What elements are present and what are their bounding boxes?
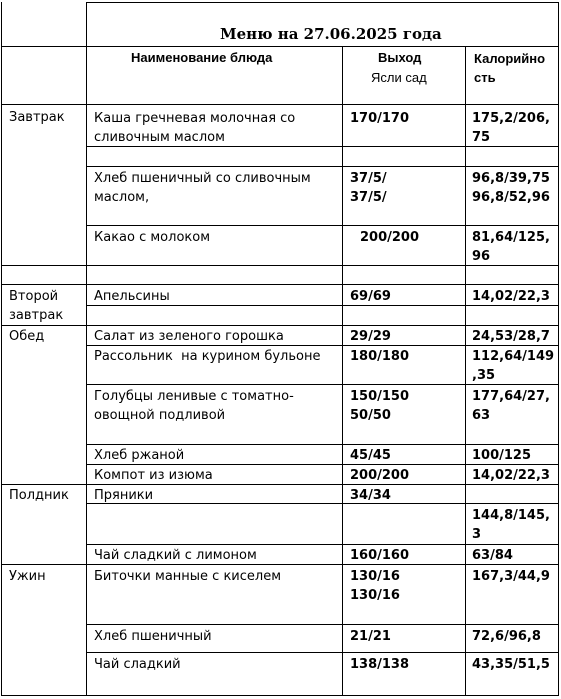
dish-name: Хлеб ржаной xyxy=(94,448,185,463)
dish-calories: 43,35/51,5 xyxy=(472,657,550,672)
dish-calories: 72,6/96,8 xyxy=(472,629,541,644)
dish-calories: 96,8/39,75 xyxy=(472,171,550,186)
grid-line xyxy=(86,544,559,545)
dish-name: Биточки манные с киселем xyxy=(94,569,282,584)
dish-calories: 3 xyxy=(472,527,482,542)
grid-line xyxy=(86,2,559,3)
dish-name: сливочным маслом xyxy=(94,130,225,145)
dish-name: Голубцы ленивые с томатно- xyxy=(94,389,294,404)
dish-yield: 37/5/ xyxy=(350,190,387,205)
header-calories: сть xyxy=(474,70,496,85)
dish-name: Компот из изюма xyxy=(94,468,213,483)
dish-yield: 21/21 xyxy=(350,629,391,644)
dish-name: Чай сладкий с лимоном xyxy=(94,548,257,563)
meal-breakfast: Завтрак xyxy=(9,110,65,125)
dish-calories: 96 xyxy=(472,249,491,264)
dish-yield: 130/16 xyxy=(350,569,400,584)
dish-yield: 34/34 xyxy=(350,488,391,503)
dish-yield: 37/5/ xyxy=(350,171,387,186)
grid-line xyxy=(1,2,2,696)
dish-calories: 81,64/125, xyxy=(472,230,550,245)
meal-snack: Полдник xyxy=(9,488,69,503)
dish-name: Каша гречневая молочная со xyxy=(94,111,296,126)
dish-calories: 177,64/27, xyxy=(472,389,550,404)
meal-dinner: Ужин xyxy=(9,569,46,584)
grid-line xyxy=(1,104,559,105)
dish-yield: 45/45 xyxy=(350,448,391,463)
header-yield: Выход xyxy=(378,50,422,65)
dish-yield: 180/180 xyxy=(350,349,410,364)
grid-line xyxy=(1,325,559,326)
grid-line xyxy=(86,2,87,696)
dish-name: маслом, xyxy=(94,190,150,205)
dish-calories: 96,8/52,96 xyxy=(472,190,550,205)
dish-name: Салат из зеленого горошка xyxy=(94,329,284,344)
dish-calories: 100/125 xyxy=(472,448,532,463)
meal-lunch: Обед xyxy=(9,329,45,344)
grid-line xyxy=(86,225,559,226)
grid-line xyxy=(86,166,559,167)
dish-yield: 200/200 xyxy=(360,230,420,245)
grid-line xyxy=(86,624,559,625)
dish-name: Какао с молоком xyxy=(94,230,211,245)
dish-calories: 14,02/22,3 xyxy=(472,289,550,304)
grid-line xyxy=(86,444,559,445)
grid-line xyxy=(86,503,559,504)
dish-yield: 29/29 xyxy=(350,329,391,344)
dish-calories: 144,8/145, xyxy=(472,508,550,523)
dish-yield: 200/200 xyxy=(350,468,410,483)
dish-yield: 69/69 xyxy=(350,289,391,304)
dish-calories: 14,02/22,3 xyxy=(472,468,550,483)
header-yield-sub: Ясли сад xyxy=(371,70,427,85)
dish-calories: 63 xyxy=(472,408,491,423)
meal-second-breakfast: Второй xyxy=(9,289,59,304)
dish-name: Чай сладкий xyxy=(94,657,181,672)
header-calories: Калорийно xyxy=(474,51,546,66)
grid-line xyxy=(86,652,559,653)
dish-calories: ,35 xyxy=(472,368,496,383)
dish-yield: 130/16 xyxy=(350,588,400,603)
header-dish: Наименование блюда xyxy=(131,50,273,65)
dish-yield: 160/160 xyxy=(350,548,410,563)
page-title: Меню на 27.06.2025 года xyxy=(220,25,442,43)
dish-name: Апельсины xyxy=(94,289,170,304)
dish-name: Пряники xyxy=(94,488,154,503)
grid-line xyxy=(465,46,466,696)
grid-line xyxy=(1,284,559,285)
grid-line xyxy=(1,46,559,47)
dish-name: Хлеб пшеничный со сливочным xyxy=(94,171,311,186)
meal-second-breakfast: завтрак xyxy=(9,308,64,323)
grid-line xyxy=(1,695,559,696)
dish-yield: 50/50 xyxy=(350,408,391,423)
dish-calories: 63/84 xyxy=(472,548,513,563)
dish-calories: 167,3/44,9 xyxy=(472,569,550,584)
dish-calories: 175,2/206, xyxy=(472,111,550,126)
grid-line xyxy=(342,46,343,696)
dish-name: Рассольник на курином бульоне xyxy=(94,349,321,364)
dish-name: Хлеб пшеничный xyxy=(94,629,212,644)
dish-yield: 138/138 xyxy=(350,657,410,672)
grid-line xyxy=(558,2,559,696)
dish-calories: 75 xyxy=(472,130,491,145)
dish-calories: 24,53/28,7 xyxy=(472,329,550,344)
dish-yield: 150/150 xyxy=(350,389,410,404)
dish-yield: 170/170 xyxy=(350,111,410,126)
dish-calories: 112,64/149 xyxy=(472,349,555,364)
dish-name: овощной подливой xyxy=(94,408,226,423)
